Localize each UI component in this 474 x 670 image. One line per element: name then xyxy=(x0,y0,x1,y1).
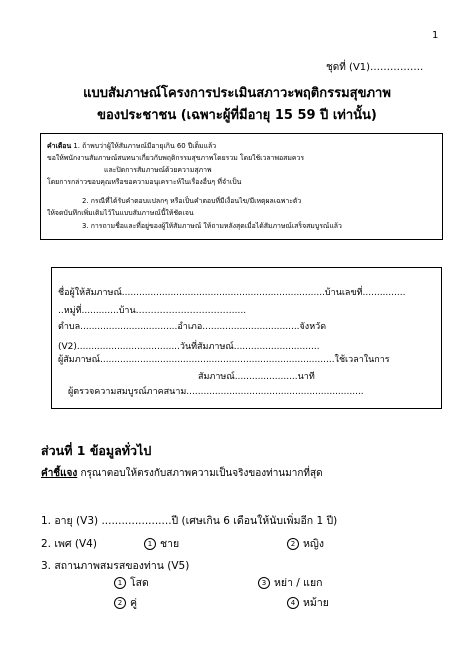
marital-option-single[interactable]: 1 โสด xyxy=(114,574,149,591)
option-circle-icon: 4 xyxy=(287,597,299,609)
question-marital-label: 3. สถานภาพสมรสของท่าน (V5) xyxy=(41,560,190,572)
warning-line7: 3. การถามชื่อและที่อยู่ของผู้ให้สัมภาษณ์ ให้ถามหลังสุดเมื่อได้สัมภาษณ์เสร็จสมบูรณ์แล้ว xyxy=(82,222,342,230)
warning-box xyxy=(40,133,443,240)
respondent-info-box xyxy=(51,267,442,409)
form-title-line2: ของประชาชน (เฉพาะผู้ที่มีอายุ 15 59 ปี เท่านั้น) xyxy=(97,108,377,123)
sex-option-male[interactable]: 1 ชาย xyxy=(144,535,179,552)
warning-line4: โดยการกล่าวขอบคุณหรือขอความอนุเคราะห์ในเรื่องอื่นๆ ที่จำเป็น xyxy=(47,178,242,186)
page-number: 1 xyxy=(432,30,439,41)
instruction-label: คำชี้แจง xyxy=(41,468,78,479)
question-sex-label: 2. เพศ (V4) xyxy=(41,538,97,550)
interview-duration-field[interactable]: สัมภาษณ์......................นาที xyxy=(198,372,315,382)
question-age[interactable]: 1. อายุ (V3) .....................ปี (เศษเกิน 6 เดือนให้นับเพิ่มอีก 1 ปี) xyxy=(41,515,338,527)
option-circle-icon: 1 xyxy=(114,577,126,589)
marital-option-widowed[interactable]: 4 หม้าย xyxy=(287,594,329,611)
location-field[interactable]: ตำบล..................................อำเภอ..................................จังหวัด xyxy=(58,322,327,332)
warning-label: คำเตือน xyxy=(47,142,72,150)
option-circle-icon: 2 xyxy=(287,538,299,550)
option-circle-icon: 1 xyxy=(144,538,156,550)
warning-line1: คำเตือน 1. ถ้าพบว่าผู้ให้สัมภาษณ์มีอายุเกิน 60 ปีเต็มแล้ว xyxy=(47,142,217,150)
interview-date-field[interactable]: (V2)....................................วันที่สัมภาษณ์.............................. xyxy=(58,342,320,352)
warning-line2: ขอให้พนักงานสัมภาษณ์สนทนาเกี่ยวกับพฤติกรรมสุขภาพโดยรวม โดยใช้เวลาพอสมควร xyxy=(47,154,305,162)
interviewer-field[interactable]: ผู้สัมภาษณ์..................................................................................ใช้เวลาในการ xyxy=(58,355,390,365)
marital-option-married[interactable]: 2 คู่ xyxy=(114,594,137,611)
section1-title: ส่วนที่ 1 ข้อมูลทั่วไป xyxy=(41,443,152,458)
warning-line3: และปิดการสัมภาษณ์ด้วยความสุภาพ xyxy=(104,166,212,174)
marital-option-divorced[interactable]: 3 หย่า / แยก xyxy=(258,574,322,591)
option-circle-icon: 3 xyxy=(258,577,270,589)
warning-line5: 2. กรณีที่ได้รับคำตอบแปลกๆ หรือเป็นคำตอบที่มีเงื่อนไข/มีเหตุผลเฉพาะตัว xyxy=(82,197,302,205)
sex-option-female[interactable]: 2 หญิง xyxy=(287,535,324,552)
field-checker-field[interactable]: ผู้ตรวจความสมบูรณ์ภาคสนาม.............................................................. xyxy=(68,387,364,397)
set-number: ชุดที่ (V1)……………. xyxy=(326,62,424,73)
warning-line6: ให้จดบันทึกเพิ่มเติมไว้ในแบบสัมภาษณ์นี้ให้ชัดเจน xyxy=(47,209,194,217)
form-title-line1: แบบสัมภาษณ์โครงการประเมินสภาวะพฤติกรรมสุขภาพ xyxy=(83,86,391,101)
village-field[interactable]: ..หมู่ที่.............บ้าน…………………………….... xyxy=(58,306,247,316)
instruction xyxy=(41,466,323,481)
option-circle-icon: 2 xyxy=(114,597,126,609)
respondent-name-field[interactable]: ชื่อผู้ให้สัมภาษณ์.......................................................................บ้านเลขที่............... xyxy=(58,288,406,298)
instruction-text: กรุณาตอบให้ตรงกับสภาพความเป็นจริงของท่านมากที่สุด xyxy=(77,468,323,479)
